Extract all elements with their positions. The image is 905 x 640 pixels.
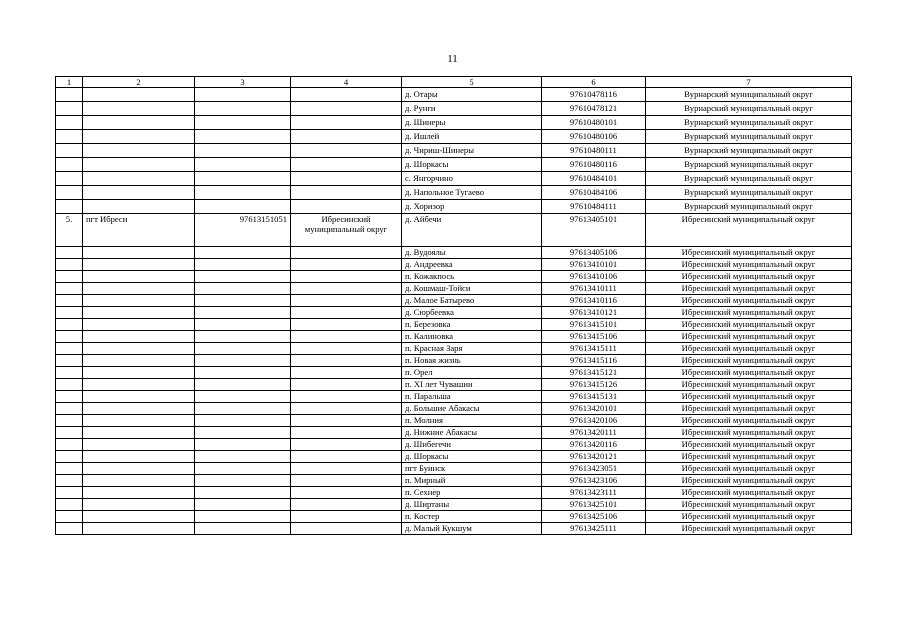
district-cell <box>291 511 402 523</box>
num-cell <box>56 186 83 200</box>
column-header: 6 <box>542 77 646 88</box>
settlement-code-cell: 97613410101 <box>542 259 646 271</box>
column-header: 2 <box>83 77 195 88</box>
settlement-code-cell: 97610484111 <box>542 200 646 214</box>
name-cell <box>83 158 195 172</box>
okrug-cell: Ибресинский муниципальный округ <box>646 475 852 487</box>
code-cell <box>195 307 291 319</box>
name-cell <box>83 144 195 158</box>
district-cell <box>291 88 402 102</box>
table-row <box>56 130 852 144</box>
okrug-cell: Ибресинский муниципальный округ <box>646 427 852 439</box>
name-cell <box>83 343 195 355</box>
okrug-cell: Вурнарский муниципальный округ <box>646 186 852 200</box>
code-cell <box>195 523 291 535</box>
settlement-code-cell: 97613415116 <box>542 355 646 367</box>
table-row <box>56 319 852 331</box>
okrug-cell: Ибресинский муниципальный округ <box>646 451 852 463</box>
settlement-cell: д. Андреевка <box>402 259 542 271</box>
table-row <box>56 186 852 200</box>
table-row <box>56 116 852 130</box>
settlement-code-cell: 97613423111 <box>542 487 646 499</box>
column-header: 1 <box>56 77 83 88</box>
district-cell <box>291 186 402 200</box>
code-cell <box>195 271 291 283</box>
name-cell <box>83 427 195 439</box>
okrug-cell: Ибресинский муниципальный округ <box>646 271 852 283</box>
code-cell <box>195 283 291 295</box>
code-cell <box>195 463 291 475</box>
code-cell <box>195 379 291 391</box>
table-row <box>56 403 852 415</box>
num-cell <box>56 130 83 144</box>
table-row <box>56 343 852 355</box>
district-cell <box>291 331 402 343</box>
table-row <box>56 463 852 475</box>
settlement-cell: д. Шибегечи <box>402 439 542 451</box>
code-cell <box>195 295 291 307</box>
district-cell <box>291 475 402 487</box>
settlement-code-cell: 97613410106 <box>542 271 646 283</box>
code-cell <box>195 130 291 144</box>
okrug-cell: Ибресинский муниципальный округ <box>646 463 852 475</box>
name-cell <box>83 415 195 427</box>
okrug-cell: Ибресинский муниципальный округ <box>646 403 852 415</box>
settlement-code-cell: 97613420111 <box>542 427 646 439</box>
name-cell <box>83 391 195 403</box>
district-cell <box>291 200 402 214</box>
column-header: 4 <box>291 77 402 88</box>
okrug-cell: Ибресинский муниципальный округ <box>646 511 852 523</box>
okrug-cell: Ибресинский муниципальный округ <box>646 367 852 379</box>
settlement-cell: д. Айбечи <box>402 214 542 247</box>
num-cell <box>56 247 83 259</box>
okrug-cell: Ибресинский муниципальный округ <box>646 331 852 343</box>
settlement-cell: п. Калиновка <box>402 331 542 343</box>
code-cell <box>195 102 291 116</box>
settlement-cell: п. XI лет Чувашии <box>402 379 542 391</box>
num-cell <box>56 487 83 499</box>
settlement-code-cell: 97613415111 <box>542 343 646 355</box>
district-cell <box>291 116 402 130</box>
table-row <box>56 295 852 307</box>
okrug-cell: Ибресинский муниципальный округ <box>646 343 852 355</box>
district-cell <box>291 463 402 475</box>
name-cell <box>83 259 195 271</box>
table-row <box>56 523 852 535</box>
table-row <box>56 451 852 463</box>
num-cell <box>56 475 83 487</box>
okrug-cell: Ибресинский муниципальный округ <box>646 415 852 427</box>
settlement-cell: д. Большие Абакасы <box>402 403 542 415</box>
table-body <box>56 77 852 535</box>
code-cell <box>195 247 291 259</box>
settlement-code-cell: 97613410111 <box>542 283 646 295</box>
settlement-cell: п. Молния <box>402 415 542 427</box>
settlement-cell: д. Ишлей <box>402 130 542 144</box>
code-cell <box>195 186 291 200</box>
name-cell <box>83 295 195 307</box>
district-cell <box>291 415 402 427</box>
code-cell <box>195 415 291 427</box>
num-cell <box>56 319 83 331</box>
code-cell <box>195 403 291 415</box>
num-cell <box>56 403 83 415</box>
code-cell <box>195 88 291 102</box>
okrug-cell: Ибресинский муниципальный округ <box>646 259 852 271</box>
settlement-cell: д. Отары <box>402 88 542 102</box>
num-cell <box>56 343 83 355</box>
district-cell <box>291 172 402 186</box>
district-cell <box>291 343 402 355</box>
okrug-cell: Вурнарский муниципальный округ <box>646 200 852 214</box>
settlement-code-cell: 97610478121 <box>542 102 646 116</box>
table-row <box>56 172 852 186</box>
settlement-code-cell: 97613420121 <box>542 451 646 463</box>
settlement-cell: п. Березовка <box>402 319 542 331</box>
okrug-cell: Вурнарский муниципальный округ <box>646 144 852 158</box>
code-cell <box>195 116 291 130</box>
column-header: 5 <box>402 77 542 88</box>
district-cell <box>291 307 402 319</box>
code-cell <box>195 158 291 172</box>
settlement-code-cell: 97613415106 <box>542 331 646 343</box>
num-cell <box>56 415 83 427</box>
num-cell <box>56 158 83 172</box>
okrug-cell: Ибресинский муниципальный округ <box>646 319 852 331</box>
settlement-code-cell: 97610480111 <box>542 144 646 158</box>
name-cell <box>83 200 195 214</box>
num-cell <box>56 283 83 295</box>
settlements-table <box>55 76 852 535</box>
name-cell <box>83 511 195 523</box>
settlement-code-cell: 97613405106 <box>542 247 646 259</box>
settlement-code-cell: 97610480101 <box>542 116 646 130</box>
name-cell <box>83 379 195 391</box>
code-cell <box>195 451 291 463</box>
settlement-code-cell: 97613405101 <box>542 214 646 247</box>
code-cell <box>195 439 291 451</box>
code-cell <box>195 172 291 186</box>
district-cell <box>291 102 402 116</box>
table-row <box>56 247 852 259</box>
table-row <box>56 487 852 499</box>
district-cell <box>291 427 402 439</box>
district-cell <box>291 391 402 403</box>
name-cell <box>83 367 195 379</box>
district-cell <box>291 499 402 511</box>
district-cell <box>291 355 402 367</box>
name-cell: пгт Ибреси <box>83 214 195 247</box>
settlement-cell: д. Кошмаш-Тойси <box>402 283 542 295</box>
settlement-cell: п. Красная Заря <box>402 343 542 355</box>
num-cell <box>56 144 83 158</box>
header-row <box>56 77 852 88</box>
name-cell <box>83 102 195 116</box>
settlement-code-cell: 97610478116 <box>542 88 646 102</box>
okrug-cell: Вурнарский муниципальный округ <box>646 172 852 186</box>
table-row <box>56 283 852 295</box>
settlement-code-cell: 97613423106 <box>542 475 646 487</box>
table-row <box>56 259 852 271</box>
table-row <box>56 439 852 451</box>
okrug-cell: Ибресинский муниципальный округ <box>646 391 852 403</box>
settlement-code-cell: 97610480106 <box>542 130 646 144</box>
name-cell <box>83 499 195 511</box>
settlement-code-cell: 97613410116 <box>542 295 646 307</box>
district-cell <box>291 403 402 415</box>
table-row <box>56 200 852 214</box>
district-cell <box>291 271 402 283</box>
name-cell <box>83 487 195 499</box>
num-cell: 5. <box>56 214 83 247</box>
settlement-cell: д. Напольное Тугаево <box>402 186 542 200</box>
num-cell <box>56 451 83 463</box>
num-cell <box>56 523 83 535</box>
code-cell <box>195 259 291 271</box>
num-cell <box>56 427 83 439</box>
name-cell <box>83 451 195 463</box>
name-cell <box>83 523 195 535</box>
name-cell <box>83 475 195 487</box>
code-cell <box>195 200 291 214</box>
table-row <box>56 499 852 511</box>
settlement-code-cell: 97613410121 <box>542 307 646 319</box>
num-cell <box>56 88 83 102</box>
settlement-cell: п. Орел <box>402 367 542 379</box>
num-cell <box>56 102 83 116</box>
table-row <box>56 379 852 391</box>
settlement-cell: п. Мирный <box>402 475 542 487</box>
settlement-code-cell: 97610484101 <box>542 172 646 186</box>
name-cell <box>83 116 195 130</box>
okrug-cell: Вурнарский муниципальный округ <box>646 116 852 130</box>
okrug-cell: Ибресинский муниципальный округ <box>646 499 852 511</box>
district-cell <box>291 144 402 158</box>
district-cell <box>291 367 402 379</box>
page-number: 11 <box>447 53 458 65</box>
table-row <box>56 355 852 367</box>
settlement-cell: д. Шинеры <box>402 116 542 130</box>
name-cell <box>83 307 195 319</box>
table-row <box>56 367 852 379</box>
code-cell <box>195 355 291 367</box>
code-cell <box>195 499 291 511</box>
settlement-code-cell: 97613425111 <box>542 523 646 535</box>
okrug-cell: Вурнарский муниципальный округ <box>646 158 852 172</box>
okrug-cell: Ибресинский муниципальный округ <box>646 355 852 367</box>
settlement-code-cell: 97613415131 <box>542 391 646 403</box>
district-cell <box>291 130 402 144</box>
okrug-cell: Ибресинский муниципальный округ <box>646 379 852 391</box>
name-cell <box>83 463 195 475</box>
settlement-cell: д. Шоркасы <box>402 451 542 463</box>
code-cell: 97613151051 <box>195 214 291 247</box>
settlement-cell: п. Кожакпось <box>402 271 542 283</box>
settlement-code-cell: 97613425106 <box>542 511 646 523</box>
settlement-code-cell: 97613420116 <box>542 439 646 451</box>
district-cell <box>291 283 402 295</box>
settlement-cell: д. Ширтаны <box>402 499 542 511</box>
settlement-cell: д. Нижние Абакасы <box>402 427 542 439</box>
district-cell <box>291 379 402 391</box>
name-cell <box>83 88 195 102</box>
num-cell <box>56 200 83 214</box>
code-cell <box>195 475 291 487</box>
settlement-code-cell: 97613420101 <box>542 403 646 415</box>
settlement-cell: п. Новая жизнь <box>402 355 542 367</box>
okrug-cell: Ибресинский муниципальный округ <box>646 295 852 307</box>
num-cell <box>56 379 83 391</box>
num-cell <box>56 307 83 319</box>
table-row <box>56 511 852 523</box>
num-cell <box>56 439 83 451</box>
settlement-cell: п. Паральша <box>402 391 542 403</box>
code-cell <box>195 331 291 343</box>
name-cell <box>83 172 195 186</box>
settlement-code-cell: 97613425101 <box>542 499 646 511</box>
table-row <box>56 391 852 403</box>
settlement-code-cell: 97613415126 <box>542 379 646 391</box>
num-cell <box>56 259 83 271</box>
district-cell <box>291 259 402 271</box>
code-cell <box>195 511 291 523</box>
settlement-code-cell: 97610480116 <box>542 158 646 172</box>
district-cell <box>291 247 402 259</box>
okrug-cell: Ибресинский муниципальный округ <box>646 283 852 295</box>
name-cell <box>83 355 195 367</box>
table-row <box>56 427 852 439</box>
settlement-code-cell: 97613423051 <box>542 463 646 475</box>
name-cell <box>83 271 195 283</box>
table-row <box>56 158 852 172</box>
code-cell <box>195 343 291 355</box>
settlement-code-cell: 97610484106 <box>542 186 646 200</box>
settlement-cell: д. Малое Батырево <box>402 295 542 307</box>
settlement-code-cell: 97613420106 <box>542 415 646 427</box>
okrug-cell: Ибресинский муниципальный округ <box>646 214 852 247</box>
settlement-cell: пгт Буинск <box>402 463 542 475</box>
okrug-cell: Вурнарский муниципальный округ <box>646 102 852 116</box>
num-cell <box>56 116 83 130</box>
okrug-cell: Ибресинский муниципальный округ <box>646 439 852 451</box>
okrug-cell: Ибресинский муниципальный округ <box>646 487 852 499</box>
okrug-cell: Вурнарский муниципальный округ <box>646 88 852 102</box>
name-cell <box>83 186 195 200</box>
table-row <box>56 475 852 487</box>
okrug-cell: Ибресинский муниципальный округ <box>646 247 852 259</box>
name-cell <box>83 439 195 451</box>
num-cell <box>56 271 83 283</box>
num-cell <box>56 331 83 343</box>
settlement-code-cell: 97613415101 <box>542 319 646 331</box>
settlement-cell: п. Костер <box>402 511 542 523</box>
table-row <box>56 102 852 116</box>
table-row <box>56 307 852 319</box>
district-cell <box>291 319 402 331</box>
column-header: 3 <box>195 77 291 88</box>
table-row <box>56 271 852 283</box>
num-cell <box>56 391 83 403</box>
district-cell <box>291 295 402 307</box>
settlement-cell: д. Сюрбеевка <box>402 307 542 319</box>
settlement-cell: с. Янгорчино <box>402 172 542 186</box>
district-cell <box>291 451 402 463</box>
name-cell <box>83 247 195 259</box>
okrug-cell: Ибресинский муниципальный округ <box>646 523 852 535</box>
num-cell <box>56 355 83 367</box>
district-cell <box>291 439 402 451</box>
num-cell <box>56 511 83 523</box>
num-cell <box>56 463 83 475</box>
name-cell <box>83 319 195 331</box>
settlement-cell: д. Малый Кукшум <box>402 523 542 535</box>
settlement-cell: д. Шоркасы <box>402 158 542 172</box>
district-cell <box>291 487 402 499</box>
code-cell <box>195 391 291 403</box>
column-header: 7 <box>646 77 852 88</box>
settlement-cell: п. Сехнер <box>402 487 542 499</box>
num-cell <box>56 499 83 511</box>
settlement-code-cell: 97613415121 <box>542 367 646 379</box>
district-cell <box>291 158 402 172</box>
table-row <box>56 331 852 343</box>
settlement-cell: д. Рунги <box>402 102 542 116</box>
code-cell <box>195 427 291 439</box>
okrug-cell: Ибресинский муниципальный округ <box>646 307 852 319</box>
name-cell <box>83 130 195 144</box>
district-cell: Ибресинский муниципальный округ <box>291 214 402 247</box>
code-cell <box>195 487 291 499</box>
name-cell <box>83 283 195 295</box>
num-cell <box>56 172 83 186</box>
table-row <box>56 144 852 158</box>
settlement-cell: д. Хоризор <box>402 200 542 214</box>
district-row <box>56 214 852 247</box>
num-cell <box>56 367 83 379</box>
code-cell <box>195 319 291 331</box>
code-cell <box>195 144 291 158</box>
table-row <box>56 88 852 102</box>
code-cell <box>195 367 291 379</box>
settlement-cell: д. Чириш-Шинеры <box>402 144 542 158</box>
okrug-cell: Вурнарский муниципальный округ <box>646 130 852 144</box>
settlement-cell: д. Вудоялы <box>402 247 542 259</box>
district-cell <box>291 523 402 535</box>
table-row <box>56 415 852 427</box>
num-cell <box>56 295 83 307</box>
name-cell <box>83 331 195 343</box>
name-cell <box>83 403 195 415</box>
